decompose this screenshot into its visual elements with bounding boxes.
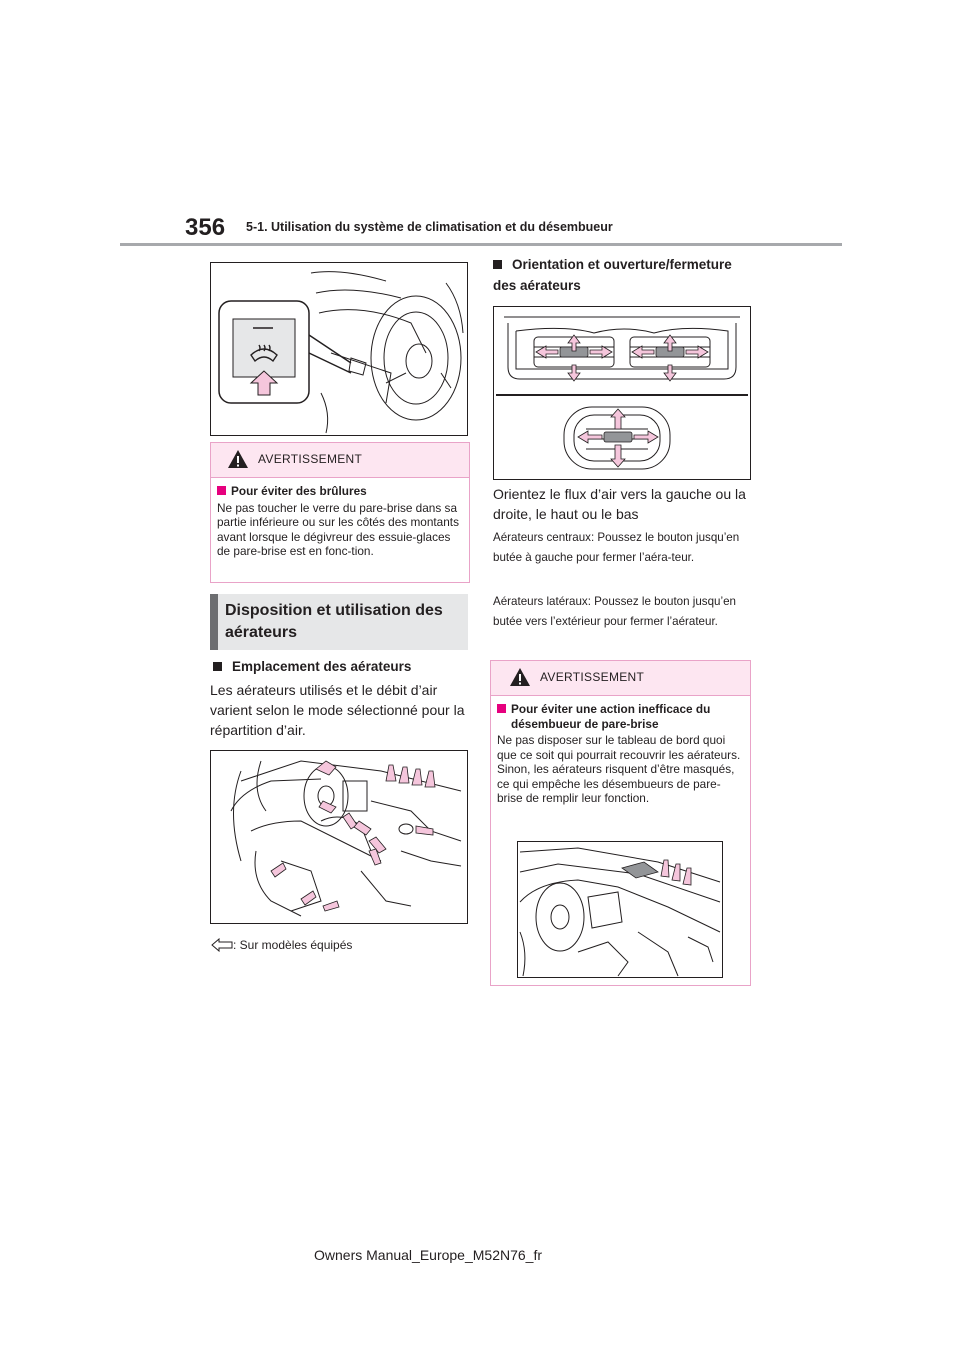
warning-title: Pour éviter des brûlures [231, 484, 367, 498]
footer-text: Owners Manual_Europe_M52N76_fr [314, 1247, 543, 1263]
section-heading [210, 594, 468, 650]
warning-label: AVERTISSEMENT [540, 670, 645, 684]
cabin-vents-figure [210, 750, 468, 924]
section-title: 5-1. Utilisation du système de climatisation et du désembueur [246, 220, 613, 234]
defroster-switch-figure [210, 262, 468, 436]
vent-orientation-figure [493, 306, 751, 480]
warning-header [491, 661, 750, 696]
central-vents-note: Aérateurs centraux: Poussez le bouton jusqu’en butée à gauche pour fermer l’aéra-teur. [493, 531, 740, 564]
page-number: 356 [185, 214, 226, 241]
bullet-square [217, 486, 226, 495]
vent-orientation-paragraph: Orientez le flux d’air vers la gauche ou la droite, le haut ou le bas [493, 486, 746, 522]
header-rule [120, 243, 842, 246]
subheading-vent-location [213, 656, 473, 677]
vent-orientation-illustration [494, 307, 750, 479]
warning-text: Ne pas disposer sur le tableau de bord quoi que ce soit qui pourrait recouvrir les aérateurs. Sinon, les aérateurs risquent d’être masqués, ce qui empêche les désembueurs de pare-brise de remplir leur fonction. [497, 733, 741, 805]
legend [211, 938, 352, 952]
cabin-vents-illustration [211, 751, 467, 923]
subheading-text: Emplacement des aérateurs [232, 659, 412, 674]
dashboard-object-figure [517, 841, 723, 978]
bullet-square [497, 704, 506, 713]
dashboard-object-illustration [518, 842, 722, 977]
bullet-square [493, 260, 502, 269]
warning-title: Pour éviter une action inefficace du désembueur de pare-brise [511, 702, 711, 731]
vent-location-paragraph: Les aérateurs utilisés et le débit d’air varient selon le mode sélectionné pour la répartition d’air. [210, 682, 465, 738]
legend-text: : Sur modèles équipés [233, 938, 353, 952]
subheading-vent-orientation [493, 254, 753, 296]
subheading-text: Orientation et ouverture/fermeture des aérateurs [493, 257, 732, 293]
bullet-square [213, 662, 222, 671]
side-vents-note: Aérateurs latéraux: Poussez le bouton jusqu’en butée vers l’extérieur pour fermer l’aérateur. [493, 595, 736, 628]
defroster-switch-illustration [211, 263, 467, 435]
warning-label: AVERTISSEMENT [258, 452, 363, 466]
arrow-icon [211, 938, 233, 952]
warning-box-burns [210, 442, 470, 583]
heading-bar [210, 594, 218, 650]
warning-triangle-icon [227, 449, 249, 469]
section-heading-text: Disposition et utilisation des aérateurs [225, 602, 443, 641]
warning-text: Ne pas toucher le verre du pare-brise dans sa partie inférieure ou sur les côtés des montants avant lorsque le dégivreur des essuie-glaces de pare-brise est en fonc-tion. [217, 500, 459, 558]
warning-triangle-icon [509, 667, 531, 687]
warning-box-defroster [490, 660, 751, 986]
warning-header [211, 443, 469, 478]
